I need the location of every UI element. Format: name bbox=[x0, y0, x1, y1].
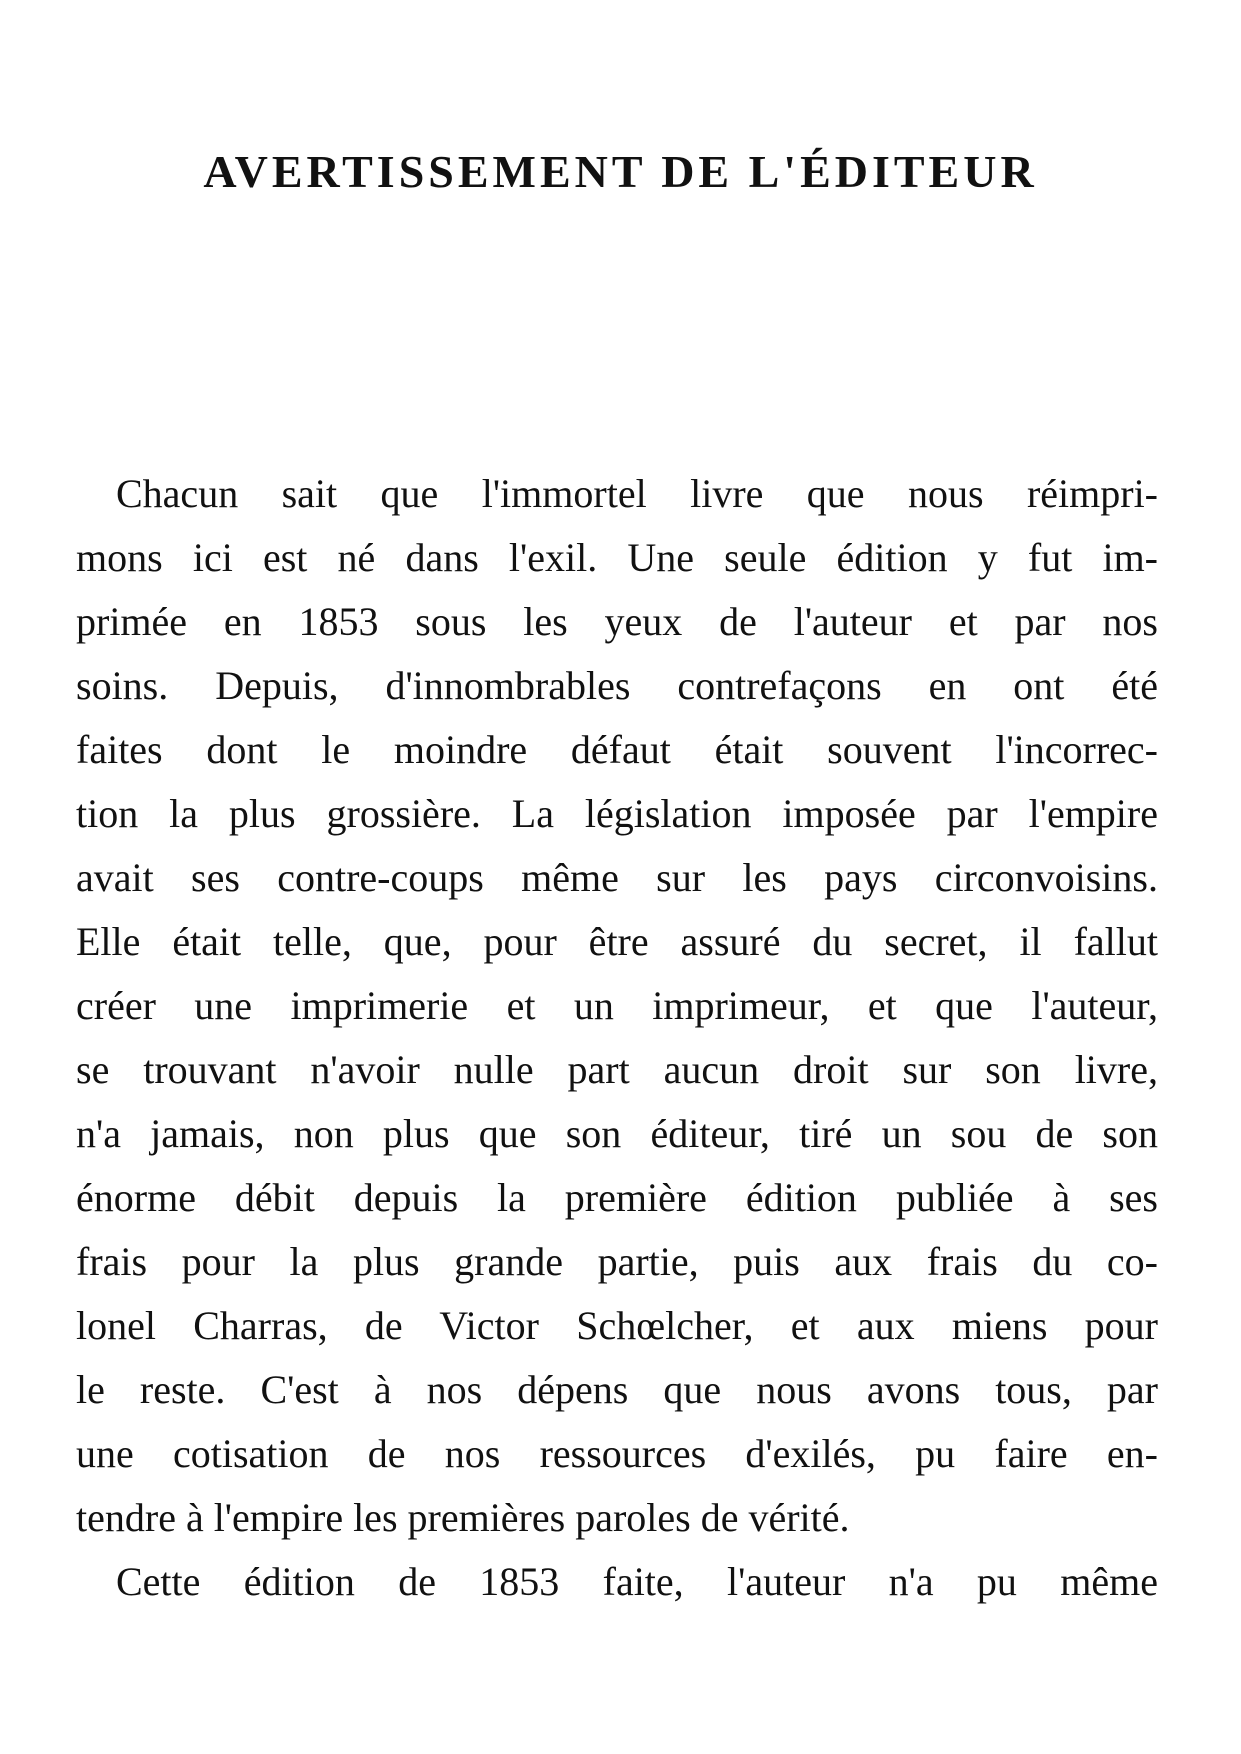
text-line-11: n'a jamais, non plus que son éditeur, tiré un sou de son bbox=[76, 1111, 1158, 1156]
text-line-14: lonel Charras, de Victor Schœlcher, et aux miens pour bbox=[76, 1303, 1158, 1348]
text-line-18: Cette édition de 1853 faite, l'auteur n'a pu même bbox=[116, 1559, 1158, 1604]
text-line-15: le reste. C'est à nos dépens que nous avons tous, par bbox=[76, 1367, 1158, 1412]
body-text bbox=[76, 462, 1158, 1614]
text-line-3: primée en 1853 sous les yeux de l'auteur et par nos bbox=[76, 599, 1158, 644]
text-line-12: énorme débit depuis la première édition publiée à ses bbox=[76, 1175, 1158, 1220]
text-line-6: tion la plus grossière. La législation imposée par l'empire bbox=[76, 791, 1158, 836]
text-line-13: frais pour la plus grande partie, puis aux frais du co- bbox=[76, 1239, 1158, 1284]
text-line-10: se trouvant n'avoir nulle part aucun droit sur son livre, bbox=[76, 1047, 1158, 1092]
text-line-2: mons ici est né dans l'exil. Une seule édition y fut im- bbox=[76, 535, 1158, 580]
text-line-1: Chacun sait que l'immortel livre que nous réimpri- bbox=[116, 471, 1158, 516]
text-line-4: soins. Depuis, d'innombrables contrefaçons en ont été bbox=[76, 663, 1158, 708]
text-line-9: créer une imprimerie et un imprimeur, et que l'auteur, bbox=[76, 983, 1158, 1028]
text-line-5: faites dont le moindre défaut était souvent l'incorrec- bbox=[76, 727, 1158, 772]
text-line-7: avait ses contre-coups même sur les pays circonvoisins. bbox=[76, 855, 1158, 900]
text-line-8: Elle était telle, que, pour être assuré du secret, il fallut bbox=[76, 919, 1158, 964]
page-title: AVERTISSEMENT DE L'ÉDITEUR bbox=[203, 146, 1038, 197]
text-line-17: tendre à l'empire les premières paroles de vérité. bbox=[76, 1495, 850, 1540]
text-line-16: une cotisation de nos ressources d'exilés, pu faire en- bbox=[76, 1431, 1158, 1476]
